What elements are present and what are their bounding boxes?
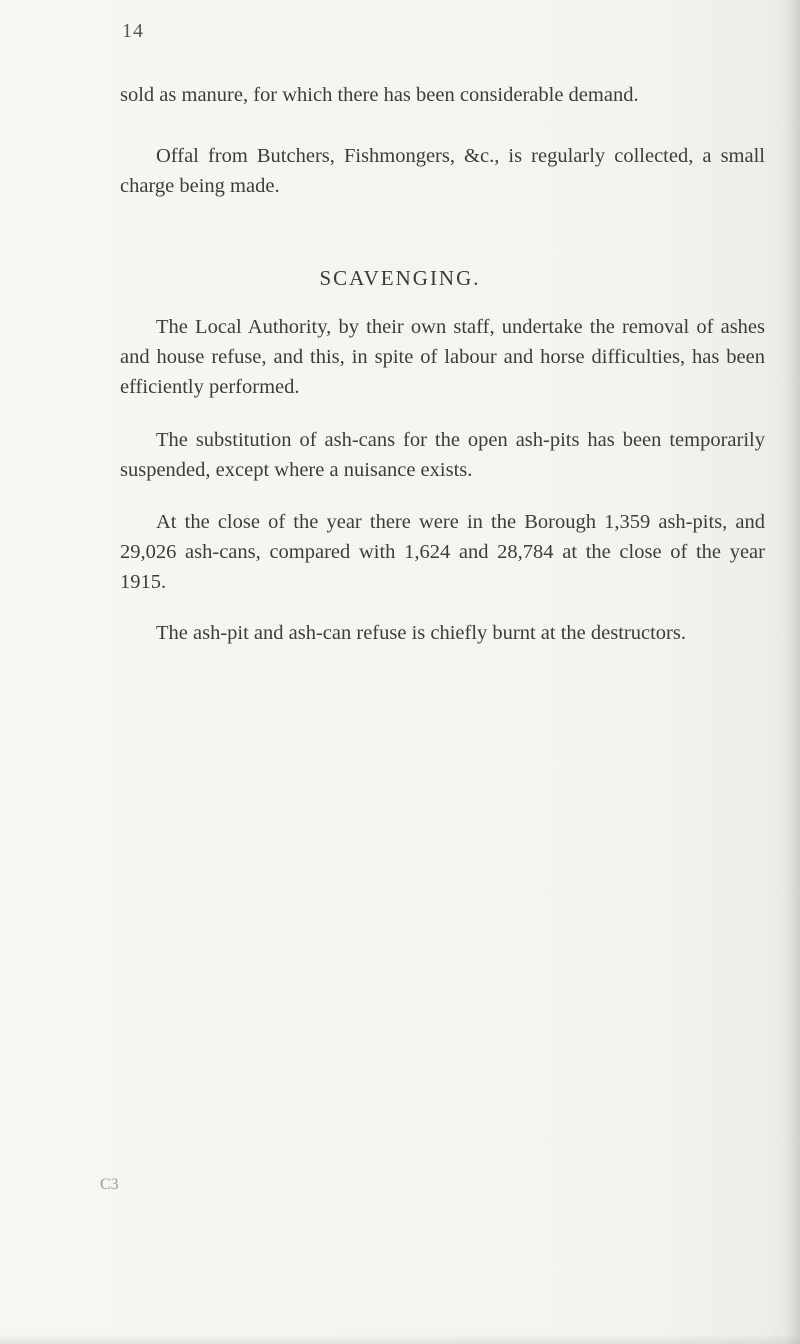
section-heading-scavenging: SCAVENGING.: [319, 266, 481, 290]
paragraph-manure: sold as manure, for which there has been considerable demand.: [120, 84, 639, 106]
paragraph-local-authority: The Local Authority, by their own staff, undertake the removal of ashes and house refuse, and this, in spite of labour and horse difficulties, has been efficiently performed.: [120, 316, 765, 398]
page-number: 14: [122, 20, 144, 42]
page-edge-shadow: [786, 0, 800, 1344]
paragraph-destructors: The ash-pit and ash-can refuse is chiefly burnt at the destructors.: [156, 622, 686, 644]
paragraph-ash-pit-counts: At the close of the year there were in the Borough 1,359 ash-pits, and 29,026 ash-cans, compared with 1,624 and 28,784 at the close of the year 1915.: [120, 511, 765, 593]
paragraph-ash-cans-substitution: The substitution of ash-cans for the open ash-pits has been temporarily suspended, except where a nuisance exists.: [120, 429, 765, 481]
bottom-mark: C3: [100, 1176, 119, 1193]
page-bottom-shadow: [0, 1334, 800, 1344]
paragraph-offal: Offal from Butchers, Fishmongers, &c., is regularly collected, a small charge being made.: [120, 145, 765, 197]
